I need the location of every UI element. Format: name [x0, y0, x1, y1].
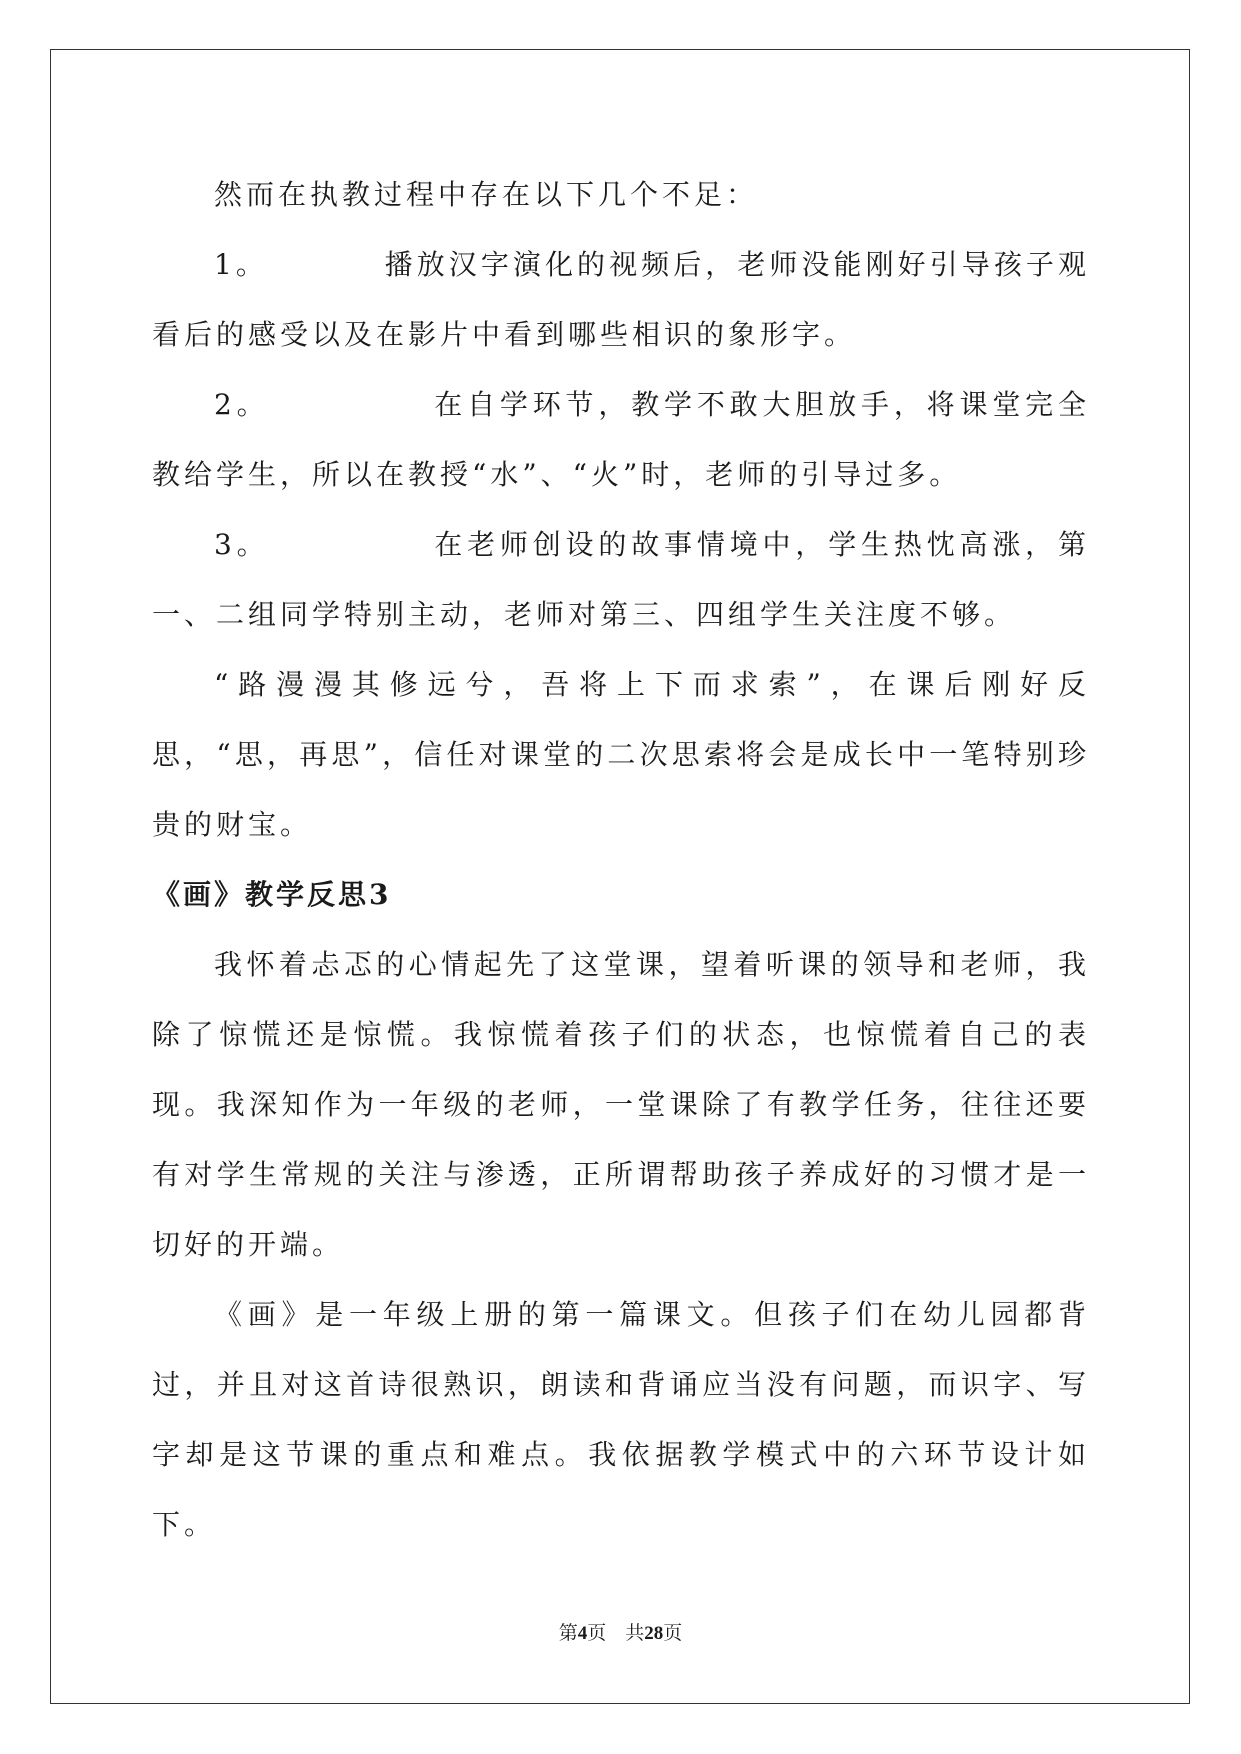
page-footer [0, 1618, 1241, 1645]
paragraph-3: 2。 在自学环节，教学不敢大胆放手，将课堂完全教给学生，所以在教授“水”、“火”时，老师的引导过多。 [152, 388, 1090, 491]
paragraph-4: 3。 在老师创设的故事情境中，学生热忱高涨，第一、二组同学特别主动，老师对第三、四组学生关注度不够。 [152, 528, 1090, 631]
paragraph-7: 《画》是一年级上册的第一篇课文。但孩子们在幼儿园都背过，并且对这首诗很熟识，朗读和背诵应当没有问题，而识字、写字却是这节课的重点和难点。我依据教学模式中的六环节设计如下。 [152, 1298, 1090, 1541]
document-body [152, 160, 1090, 1560]
footer-page-number: 4 [577, 1623, 588, 1644]
paragraph-1: 然而在执教过程中存在以下几个不足： [214, 178, 759, 211]
paragraph-6: 我怀着忐忑的心情起先了这堂课，望着听课的领导和老师，我除了惊慌还是惊慌。我惊慌着孩子们的状态，也惊慌着自己的表现。我深知作为一年级的老师，一堂课除了有教学任务，往往还要有对学生常规的关注与渗透，正所谓帮助孩子养成好的习惯才是一切好的开端。 [152, 948, 1090, 1261]
paragraph-5: “路漫漫其修远兮，吾将上下而求索”，在课后刚好反思，“思，再思”，信任对课堂的二次思索将会是成长中一笔特别珍贵的财宝。 [152, 668, 1090, 841]
footer-total-pages: 28 [644, 1623, 664, 1644]
footer-total-prefix: 共 [625, 1622, 645, 1644]
paragraph-2: 1。 播放汉字演化的视频后，老师没能刚好引导孩子观看后的感受以及在影片中看到哪些相识的象形字。 [152, 248, 1090, 351]
footer-total-suffix: 页 [663, 1622, 683, 1644]
footer-page-suffix: 页 [587, 1622, 607, 1644]
section-title: 《画》教学反思3 [152, 878, 392, 911]
footer-prefix: 第 [558, 1622, 578, 1644]
